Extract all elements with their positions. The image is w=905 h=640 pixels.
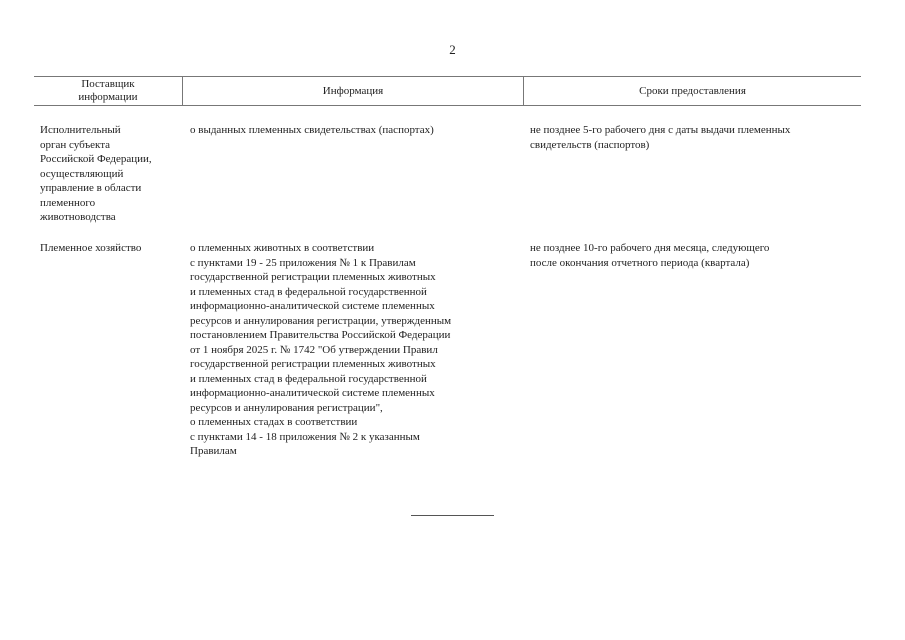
text-line: информационно-аналитической системе племенных [190,387,435,399]
text-line: государственной регистрации племенных животных [190,358,436,370]
header-provider-line: Поставщик [81,78,135,90]
row-2-provider [40,241,141,256]
text-line: о выданных племенных свидетельствах (паспортах) [190,124,434,136]
text-line: информационно-аналитической системе племенных [190,300,435,312]
text-line: осуществляющий [40,167,124,180]
text-line: ресурсов и аннулирования регистрации, утвержденным [190,314,452,327]
text-line: Племенное хозяйство [40,242,142,254]
text-line: животноводства [40,211,116,223]
page-number: 2 [449,42,456,57]
text-line: и племенных стад в федеральной государственной [190,285,427,298]
text-line: не позднее 5-го рабочего дня с даты выдачи племенных [530,124,791,136]
text-line: постановлением Правительства Российской Федерации [190,329,451,341]
text-line: с пунктами 19 - 25 приложения № 1 к Правилам [190,256,416,269]
header-info: Информация [322,84,384,97]
row-1-info [190,123,434,138]
text-line: племенного [40,196,96,209]
text-line: после окончания отчетного периода (квартала) [530,256,750,269]
document-end-rule [411,515,494,516]
text-line: Правилам [190,445,237,457]
text-line: и племенных стад в федеральной государственной [190,372,427,385]
text-line: Российской Федерации, [40,153,152,165]
text-line: о племенных животных в соответствии [190,242,375,254]
row-1-terms [530,123,790,152]
text-line: о племенных стадах в соответствии [190,416,358,428]
text-line: Исполнительный [40,124,121,136]
header-provider [34,77,182,105]
header-terms: Сроки предоставления [639,84,746,97]
text-line: орган субъекта [40,138,111,151]
row-2-info [190,241,451,459]
text-line: с пунктами 14 - 18 приложения № 2 к указанным [190,430,420,443]
text-line: от 1 ноября 2025 г. № 1742 "Об утверждении Правил [190,343,438,356]
row-1-provider [40,123,152,225]
text-line: государственной регистрации племенных животных [190,271,436,283]
table-header-bottom-rule [34,105,861,106]
text-line: управление в области [40,182,142,194]
row-2-terms [530,241,769,270]
text-line: свидетельств (паспортов) [530,138,650,151]
text-line: ресурсов и аннулирования регистрации", [190,401,383,414]
header-provider-line: информации [78,91,138,103]
text-line: не позднее 10-го рабочего дня месяца, следующего [530,242,770,254]
